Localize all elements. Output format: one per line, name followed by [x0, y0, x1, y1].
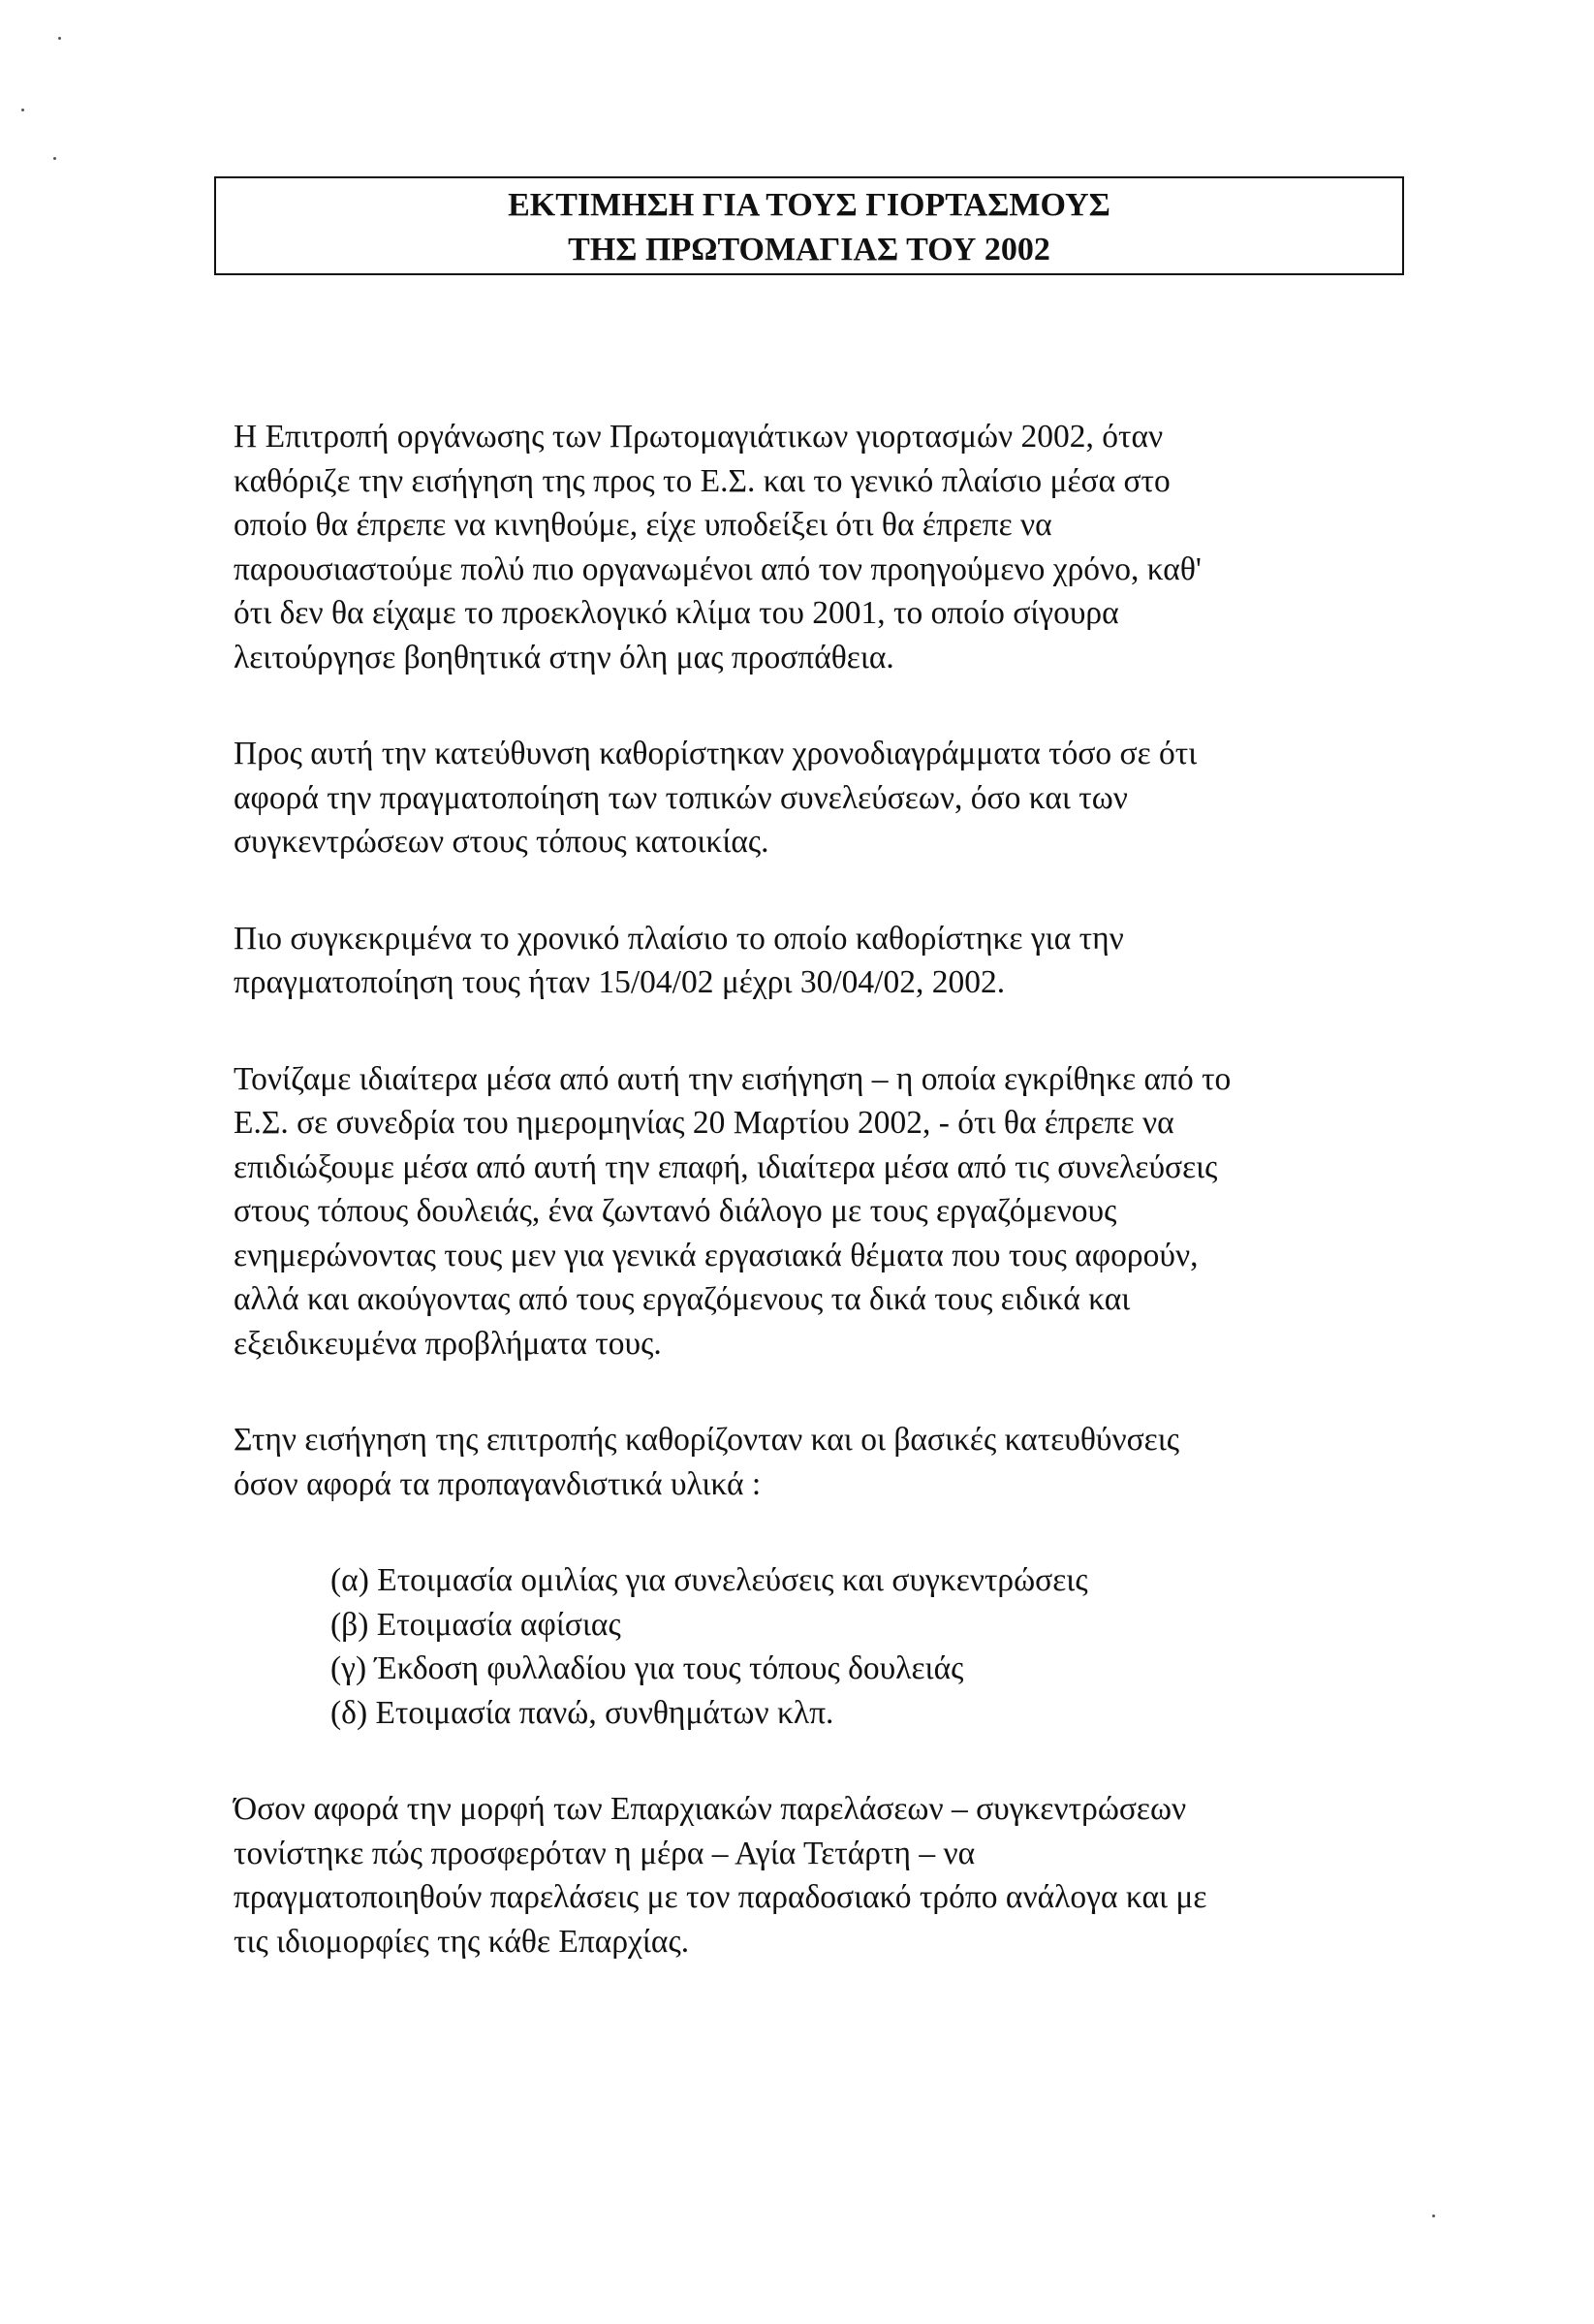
paragraph-timeframe — [234, 917, 1396, 1005]
list-item: (γ) Έκδοση φυλλαδίου για τους τόπους δουλειάς — [330, 1650, 964, 1686]
text-line: Στην εισήγηση της επιτροπής καθορίζονταν και οι βασικές κατευθύνσεις — [234, 1422, 1180, 1458]
scan-speck — [1432, 2214, 1435, 2217]
text-line: πραγματοποιηθούν παρελάσεις με τον παραδοσιακό τρόπο ανάλογα και με — [234, 1879, 1207, 1915]
text-line: τις ιδιομορφίες της κάθε Επαρχίας. — [234, 1923, 690, 1960]
text-line: Όσον αφορά την μορφή των Επαρχιακών παρελάσεων – συγκεντρώσεων — [234, 1791, 1187, 1827]
text-line: πραγματοποίηση τους ήταν 15/04/02 μέχρι 30/04/02, 2002. — [234, 964, 1006, 1000]
text-line: οποίο θα έπρεπε να κινηθούμε, είχε υποδείξει ότι θα έπρεπε να — [234, 507, 1052, 543]
title-line-2: ΤΗΣ ΠΡΩΤΟΜΑΓΙΑΣ ΤΟΥ 2002 — [568, 232, 1050, 267]
text-line: Τονίζαμε ιδιαίτερα μέσα από αυτή την εισήγηση – η οποία εγκρίθηκε από το — [234, 1060, 1232, 1097]
text-line: Πιο συγκεκριμένα το χρονικό πλαίσιο το οποίο καθορίστηκε για την — [234, 920, 1124, 957]
text-line: ενημερώνοντας τους μεν για γενικά εργασιακά θέματα που τους αφορούν, — [234, 1237, 1199, 1273]
paragraph-guidelines — [234, 1418, 1396, 1506]
materials-list — [234, 1558, 1396, 1735]
list-item: (δ) Ετοιμασία πανώ, συνθημάτων κλπ. — [330, 1694, 834, 1731]
paragraph-schedules — [234, 732, 1396, 864]
document-title-box — [214, 176, 1404, 275]
text-line: καθόριζε την εισήγηση της προς το Ε.Σ. και το γενικό πλαίσιο μέσα στο — [234, 462, 1171, 499]
list-item: (α) Ετοιμασία ομιλίας για συνελεύσεις και συγκεντρώσεις — [330, 1562, 1088, 1598]
text-line: τονίστηκε πώς προσφερόταν η μέρα – Αγία Τετάρτη – να — [234, 1835, 976, 1871]
paragraph-parades — [234, 1787, 1396, 1963]
paragraph-emphasis — [234, 1057, 1396, 1366]
text-line: συγκεντρώσεων στους τόπους κατοικίας. — [234, 824, 769, 860]
scan-speck — [53, 157, 56, 160]
paragraph-intro — [234, 415, 1396, 679]
text-line: επιδιώξουμε μέσα από αυτή την επαφή, ιδιαίτερα μέσα από τις συνελεύσεις — [234, 1148, 1218, 1185]
text-line: αφορά την πραγματοποίηση των τοπικών συνελεύσεων, όσο και των — [234, 779, 1128, 816]
text-line: στους τόπους δουλειάς, ένα ζωντανό διάλογο με τους εργαζόμενους — [234, 1193, 1117, 1229]
text-line: Η Επιτροπή οργάνωσης των Πρωτομαγιάτικων γιορτασμών 2002, όταν — [234, 419, 1164, 455]
text-line: λειτούργησε βοηθητικά στην όλη μας προσπάθεια. — [234, 639, 894, 675]
list-item: (β) Ετοιμασία αφίσιας — [330, 1606, 621, 1643]
title-line-1: ΕΚΤΙΜΗΣΗ ΓΙΑ ΤΟΥΣ ΓΙΟΡΤΑΣΜΟΥΣ — [508, 187, 1110, 223]
text-line: ότι δεν θα είχαμε το προεκλογικό κλίμα του 2001, το οποίο σίγουρα — [234, 595, 1119, 631]
text-line: παρουσιαστούμε πολύ πιο οργανωμένοι από τον προηγούμενο χρόνο, καθ' — [234, 550, 1202, 587]
text-line: Προς αυτή την κατεύθυνση καθορίστηκαν χρονοδιαγράμματα τόσο σε ότι — [234, 736, 1198, 771]
text-line: εξειδικευμένα προβλήματα τους. — [234, 1325, 662, 1362]
scan-speck — [58, 37, 61, 40]
text-line: αλλά και ακούγοντας από τους εργαζόμενους τα δικά τους ειδικά και — [234, 1281, 1131, 1317]
text-line: Ε.Σ. σε συνεδρία του ημερομηνίας 20 Μαρτίου 2002, - ότι θα έπρεπε να — [234, 1105, 1174, 1141]
text-line: όσον αφορά τα προπαγανδιστικά υλικά : — [234, 1465, 762, 1502]
document-body — [234, 415, 1396, 2016]
scan-speck — [21, 109, 24, 111]
